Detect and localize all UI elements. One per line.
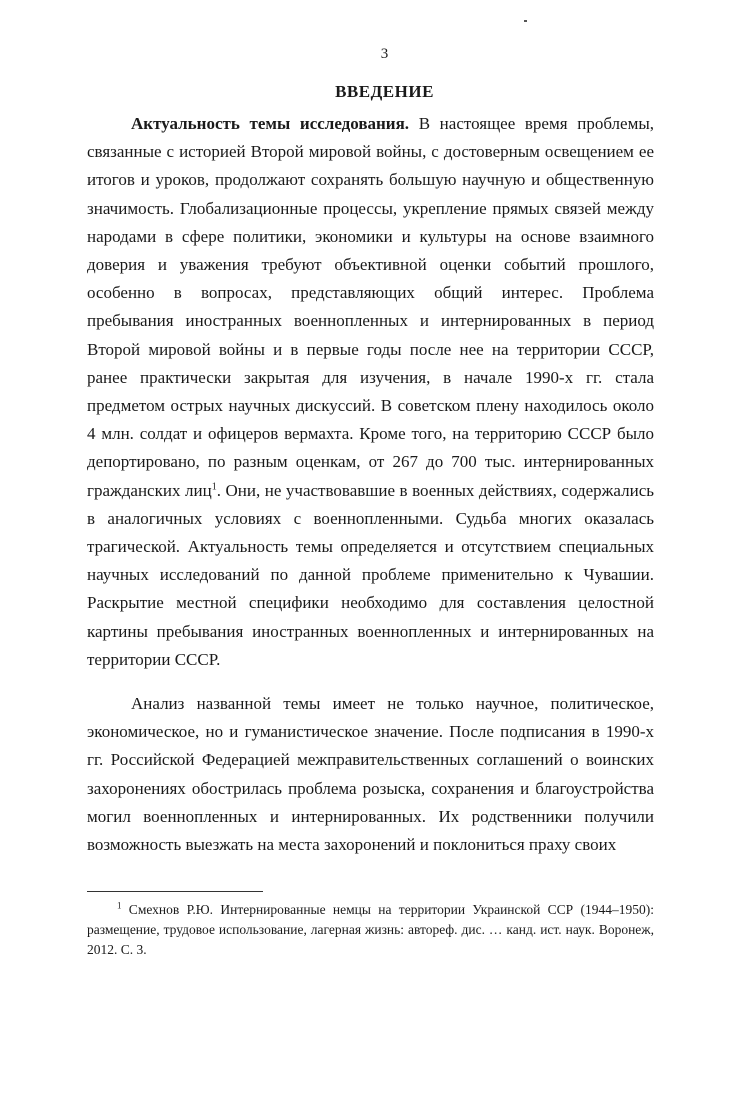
paragraph-analysis: Анализ названной темы имеет не только научное, политическое, экономическое, но и гуманистическое значение. После подписания в 1990-х гг. Российской Федерацией межправительственных соглашений о воинских захоронениях обострилась проблема розыска, сохранения и благоустройства могил военнопленных и интернированных. Их родственники получили возможность выезжать на места захоронений и поклониться праху своих <box>87 694 654 855</box>
paragraph-lead: Актуальность темы исследования. <box>131 114 410 133</box>
paragraph-text: В настоящее время проблемы, связанные с историей Второй мировой войны, с достоверным освещением ее итогов и уроков, продолжают сохранять большую научную и общественную значимость. Глобализационные процессы, укрепление прямых связей между народами в сфере политики, экономики и культуры на основе взаимного доверия и уважения требуют объективной оценки событий прошлого, особенно в вопросах, представляющих общий интерес. Проблема пребывания иностранных военнопленных и интернированных в период Второй мировой войны и в первые годы после нее на территории СССР, ранее практически закрытая для изучения, в начале 1990-х гг. стала предметом острых научных дискуссий. В советском плену находилось около 4 млн. солдат и офицеров вермахта. Кроме того, на территорию СССР было депортировано, по разным оценкам, от 267 до 700 тыс. интернированных гражданских лиц <box>87 114 654 500</box>
paragraph-text-continued: . Они, не участвовавшие в военных действиях, содержались в аналогичных условиях с военнопленными. Судьба многих оказалась трагической. Актуальность темы определяется и отсутствием специальных научных исследований по данной проблеме применительно к Чувашии. Раскрытие местной специфики необходимо для составления целостной картины пребывания иностранных военнопленных и интернированных на территории СССР. <box>87 480 655 669</box>
footnote-text: Смехнов Р.Ю. Интернированные немцы на территории Украинской ССР (1944–1950): размещение, трудовое использование, лагерная жизнь: автореф. дис. … канд. ист. наук. Воронеж, 2012. С. 3. <box>87 902 654 957</box>
page-number: 3 <box>380 46 389 62</box>
scan-speck <box>524 20 527 22</box>
footnote-marker: 1 <box>117 900 122 911</box>
footnote-reference[interactable]: 1 <box>211 480 217 492</box>
body-text <box>87 110 654 859</box>
paragraph-relevance <box>87 110 654 674</box>
footnote <box>87 900 654 960</box>
footnote-divider <box>87 891 263 892</box>
page-title: ВВЕДЕНИЕ <box>335 82 434 101</box>
